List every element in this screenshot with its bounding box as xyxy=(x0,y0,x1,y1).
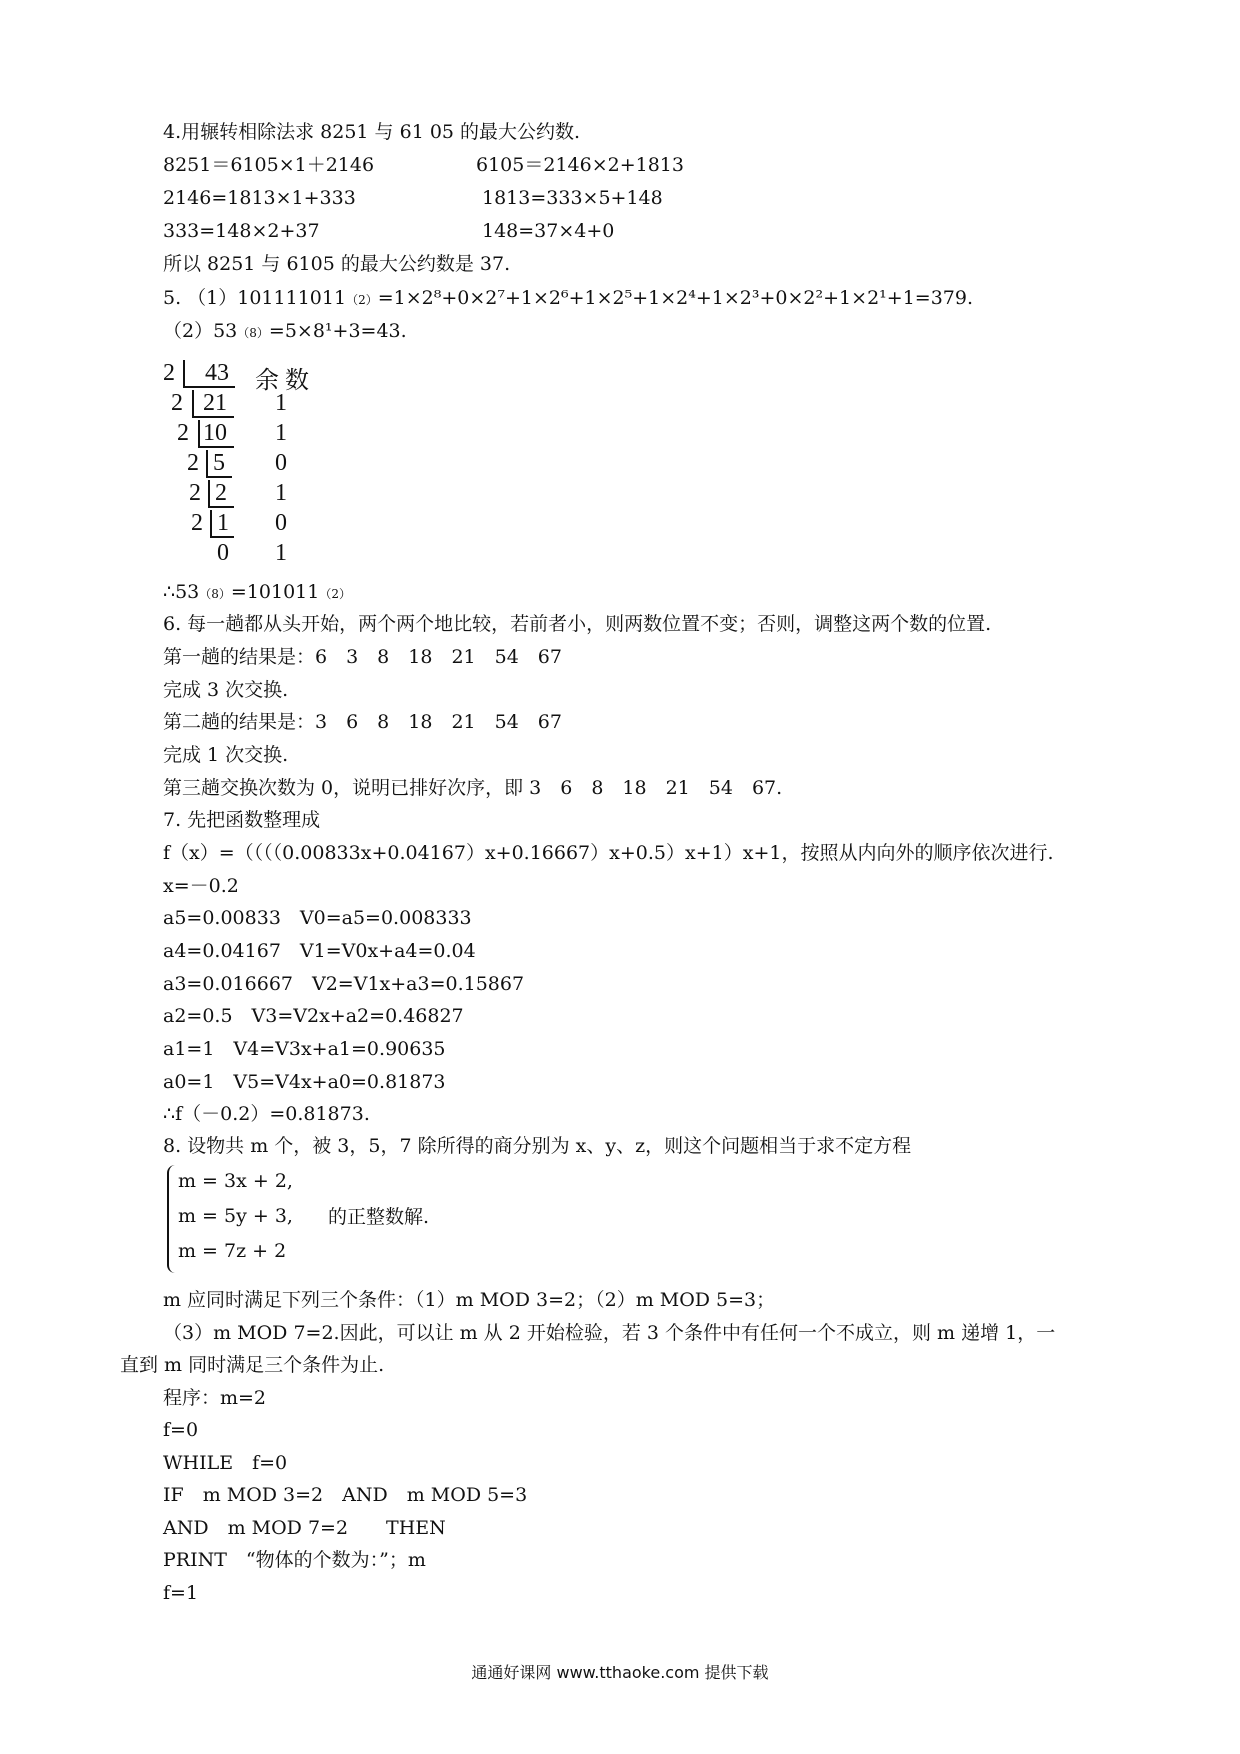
q4-conclusion: 所以 8251 与 6105 的最大公约数是 37. xyxy=(163,253,511,275)
divisor: 2 xyxy=(189,480,201,506)
page-footer: 通通好课网 www.tthaoke.com 提供下载 xyxy=(471,1663,769,1682)
q5-result-base1: （8） xyxy=(199,587,231,601)
remainder-header: 余 数 xyxy=(255,368,309,394)
remainder: 1 xyxy=(275,420,287,446)
program-line-4: IF m MOD 3=2 AND m MOD 5=3 xyxy=(163,1484,528,1506)
division-bar xyxy=(198,420,200,448)
q4-step-right-3: 148=37×4+0 xyxy=(482,220,615,242)
q5-part1 xyxy=(163,286,973,312)
q6-line-4: 第二趟的结果是：3 6 8 18 21 54 67 xyxy=(163,711,562,733)
q4-step-right-2: 1813=333×5+148 xyxy=(482,187,663,209)
equation-1: m = 3x + 2, xyxy=(178,1170,293,1192)
q5-part2-rest: =5×8¹+3=43. xyxy=(268,320,407,342)
q7-step-6: a0=1 V5=V4x+a0=0.81873 xyxy=(163,1071,446,1093)
q5-part1-base: （2） xyxy=(346,293,378,307)
q5-part2-prefix: （2）53 xyxy=(163,320,238,342)
divisor: 2 xyxy=(163,360,175,386)
division-bar xyxy=(208,480,210,508)
q8-intro: 8. 设物共 m 个，被 3，5，7 除所得的商分别为 x、y、z，则这个问题相当于求不定方程 xyxy=(163,1135,912,1157)
q5-result-base2: （2） xyxy=(319,587,351,601)
q8-condition-3: 直到 m 同时满足三个条件为止. xyxy=(120,1354,385,1376)
q5-part1-rest: =1×2⁸+0×2⁷+1×2⁶+1×2⁵+1×2⁴+1×2³+0×2²+1×2¹+1=379. xyxy=(377,287,974,309)
q4-step-left-3: 333=148×2+37 xyxy=(163,220,320,242)
remainder: 1 xyxy=(275,540,287,566)
division-line xyxy=(210,536,234,538)
q7-step-4: a2=0.5 V3=V2x+a2=0.46827 xyxy=(163,1005,464,1027)
dividend: 21 xyxy=(203,390,227,416)
divisor: 2 xyxy=(187,450,199,476)
divisor: 2 xyxy=(171,390,183,416)
dividend: 10 xyxy=(203,420,227,446)
remainder: 0 xyxy=(275,510,287,536)
division-bar xyxy=(192,390,194,418)
q7-result: ∴f（－0.2）=0.81873. xyxy=(163,1103,370,1125)
program-line-5: AND m MOD 7=2 THEN xyxy=(163,1517,446,1539)
q7-step-1: a5=0.00833 V0=a5=0.008333 xyxy=(163,907,472,929)
q5-result-mid: =101011 xyxy=(230,581,320,603)
q4-step-left-1: 8251＝6105×1＋2146 xyxy=(163,154,375,176)
division-line xyxy=(198,446,234,448)
program-line-1: 程序：m=2 xyxy=(163,1387,267,1409)
q6-line-2: 第一趟的结果是：6 3 8 18 21 54 67 xyxy=(163,646,562,668)
divisor: 2 xyxy=(191,510,203,536)
q6-line-3: 完成 3 次交换. xyxy=(163,679,289,701)
division-bar xyxy=(210,510,212,538)
dividend: 0 xyxy=(217,540,229,566)
q5-part2 xyxy=(163,319,407,345)
program-line-2: f=0 xyxy=(163,1419,199,1441)
q7-step-3: a3=0.016667 V2=V1x+a3=0.15867 xyxy=(163,973,525,995)
division-bar xyxy=(183,360,185,388)
division-line xyxy=(192,416,234,418)
q8-condition-1: m 应同时满足下列三个条件：（1）m MOD 3=2；（2）m MOD 5=3； xyxy=(163,1289,776,1311)
equation-2: m = 5y + 3, xyxy=(178,1205,293,1227)
q5-part1-prefix: 5. （1）101111011 xyxy=(163,287,347,309)
q4-title: 4.用辗转相除法求 8251 与 61 05 的最大公约数. xyxy=(163,121,581,143)
remainder: 1 xyxy=(275,390,287,416)
division-line xyxy=(206,476,232,478)
dividend: 5 xyxy=(213,450,225,476)
division-line xyxy=(183,386,235,388)
q6-line-6: 第三趟交换次数为 0，说明已排好次序，即 3 6 8 18 21 54 67. xyxy=(163,777,783,799)
q5-result xyxy=(163,580,351,606)
q6-line-1: 6. 每一趟都从头开始，两个两个地比较，若前者小，则两数位置不变；否则，调整这两个数的位置. xyxy=(163,613,992,635)
dividend: 43 xyxy=(205,360,229,386)
remainder: 1 xyxy=(275,480,287,506)
q4-step-right-1: 6105＝2146×2+1813 xyxy=(476,154,684,176)
q7-step-5: a1=1 V4=V3x+a1=0.90635 xyxy=(163,1038,446,1060)
q7-x-value: x=－0.2 xyxy=(163,875,239,897)
dividend: 2 xyxy=(215,480,227,506)
remainder: 0 xyxy=(275,450,287,476)
q7-formula: f（x）=（（（（0.00833x+0.04167）x+0.16667）x+0.5）x+1）x+1，按照从内向外的顺序依次进行. xyxy=(163,842,1054,864)
program-line-7: f=1 xyxy=(163,1582,199,1604)
q7-step-2: a4=0.04167 V1=V0x+a4=0.04 xyxy=(163,940,476,962)
equation-3: m = 7z + 2 xyxy=(178,1240,287,1262)
division-bar xyxy=(206,450,208,478)
divisor: 2 xyxy=(177,420,189,446)
dividend: 1 xyxy=(217,510,229,536)
q5-part2-base: （8） xyxy=(237,326,269,340)
equation-brace xyxy=(167,1165,177,1273)
program-line-3: WHILE f=0 xyxy=(163,1452,288,1474)
q4-step-left-2: 2146=1813×1+333 xyxy=(163,187,356,209)
q5-result-prefix: ∴53 xyxy=(163,581,200,603)
q7-intro: 7. 先把函数整理成 xyxy=(163,809,321,831)
q8-condition-2: （3）m MOD 7=2.因此，可以让 m 从 2 开始检验，若 3 个条件中有任何一个不成立，则 m 递增 1，一 xyxy=(163,1322,1056,1344)
program-line-6: PRINT “物体的个数为：”；m xyxy=(163,1549,426,1571)
q6-line-5: 完成 1 次交换. xyxy=(163,744,289,766)
division-line xyxy=(208,506,234,508)
equation-suffix: 的正整数解. xyxy=(328,1206,430,1228)
